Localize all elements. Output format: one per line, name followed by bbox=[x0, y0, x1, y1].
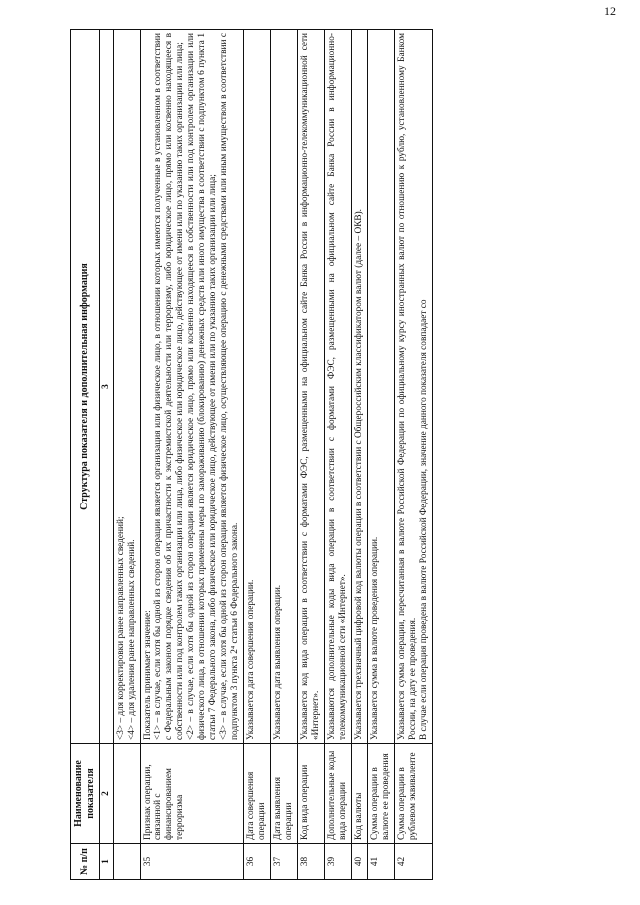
table-row bbox=[394, 30, 432, 880]
structure-cell bbox=[394, 30, 432, 744]
cell-line: Указывается код вида операции в соответствии с форматами ФЭС, размещенными на официальном сайте Банка России в информационно-телекоммуникационной сети «Интернет». bbox=[300, 33, 322, 740]
structure-cell bbox=[244, 30, 271, 744]
cell-line: <2> – в случае, если хотя бы одной из сторон операции является юридическое лицо, прямо или косвенно находящееся в собственности или под контролем организации или физического лица, в отношении которых применены меры по замораживанию (блокированию) денежных средств или иного имущества в соответствии с подпунктом 6 пункта 1 статьи 7 Федерального закона, либо физическое или юридическое лицо, действующее от имени или по указанию таких организации или лица; bbox=[186, 33, 219, 740]
table-row bbox=[271, 30, 298, 880]
row-number: 40 bbox=[351, 844, 367, 880]
indicator-name: Код валюты bbox=[351, 744, 367, 844]
column-index: 2 bbox=[99, 744, 113, 844]
row-number: 41 bbox=[367, 844, 394, 880]
header-structure: Структура показателя и дополнительная информация bbox=[71, 30, 100, 744]
cell-line: В случае если операция проведена в валюте Российской Федерации, значение данного показателя совпадает со bbox=[418, 299, 429, 740]
table-row bbox=[351, 30, 367, 880]
row-number: 37 bbox=[271, 844, 298, 880]
cell-line: Указывается трехзначный цифровой код валюты операции в соответствии с Общероссийским классификатором валют (далее – ОКВ). bbox=[353, 208, 364, 740]
cell-line: <3> – в случае, если хотя бы одной из сторон операции является физическое лицо, осуществляющее операцию с денежными средствами или иным имуществом в соответствии с подпунктом 3 пункта 2⁴ статьи 6 Федерального закона. bbox=[219, 33, 241, 740]
indicator-name: Признак операции, связанной с финансированием терроризма bbox=[140, 744, 244, 844]
table-row bbox=[298, 30, 325, 880]
table-row bbox=[367, 30, 394, 880]
column-index-row bbox=[99, 30, 113, 880]
structure-cell bbox=[367, 30, 394, 744]
cell-line: <1> – в случае, если хотя бы одной из сторон операции является организация или физическое лицо, в отношении которых имеются полученные в установленном в соответствии с Федеральным законом порядке сведения об их причастности к экстремистской деятельности или терроризму, либо юридическое лицо, прямо или косвенно находящееся в собственности или под контролем таких организации или лица, либо физическое или юридическое лицо, действующее от имени или по указанию таких организации или лица; bbox=[153, 33, 186, 740]
row-number: 36 bbox=[244, 844, 271, 880]
cell-line: Показатель принимает значение: bbox=[142, 610, 153, 740]
structure-cell bbox=[271, 30, 298, 744]
row-number: 35 bbox=[140, 844, 244, 880]
row-number: 42 bbox=[394, 844, 432, 880]
column-index: 1 bbox=[99, 844, 113, 880]
page-number: 12 bbox=[604, 4, 616, 18]
structure-cell bbox=[351, 30, 367, 744]
cell-line: <4> – для удаления ранее направленных сведений. bbox=[126, 539, 137, 740]
column-index: 3 bbox=[99, 30, 113, 744]
table-row bbox=[140, 30, 244, 880]
structure-cell bbox=[325, 30, 352, 744]
indicator-name: Сумма операции в валюте ее проведения bbox=[367, 744, 394, 844]
cell-line: Указывается дата выявления операции. bbox=[273, 584, 284, 740]
indicator-name: Дата выявления операции bbox=[271, 744, 298, 844]
structure-cell bbox=[298, 30, 325, 744]
rotated-table-container bbox=[70, 30, 590, 880]
indicator-name: Код вида операции bbox=[298, 744, 325, 844]
indicator-table bbox=[70, 29, 433, 880]
indicator-name: Сумма операции в рублевом эквиваленте bbox=[394, 744, 432, 844]
table-row-continuation bbox=[113, 30, 140, 880]
table-row bbox=[244, 30, 271, 880]
row-number: 38 bbox=[298, 844, 325, 880]
cell-line: Указывается дата совершения операции. bbox=[246, 579, 257, 740]
cell-line: Указывается сумма в валюте проведения операции. bbox=[369, 536, 380, 740]
cell-line: <3> – для корректировки ранее направленных сведений; bbox=[115, 516, 126, 740]
table-header-row bbox=[71, 30, 100, 880]
row-number: 39 bbox=[325, 844, 352, 880]
indicator-name: Дата совершения операции bbox=[244, 744, 271, 844]
cell-line: Указывается сумма операции, пересчитанная в валюте Российской Федерации по официальному курсу иностранных валют по отношению к рублю, установленному Банком России, на дату ее проведения. bbox=[396, 33, 418, 740]
header-name: Наименование показателя bbox=[71, 744, 100, 844]
header-num: № п/п bbox=[71, 844, 100, 880]
table-row bbox=[325, 30, 352, 880]
cell-line: Указываются дополнительные коды вида операции в соответствии с форматами ФЭС, размещенными на официальном сайте Банка России в информационно-телекоммуникационной сети «Интернет». bbox=[327, 33, 348, 740]
indicator-name: Дополнительные коды вида операции bbox=[325, 744, 352, 844]
structure-cell bbox=[140, 30, 244, 744]
structure-cell bbox=[113, 30, 140, 744]
